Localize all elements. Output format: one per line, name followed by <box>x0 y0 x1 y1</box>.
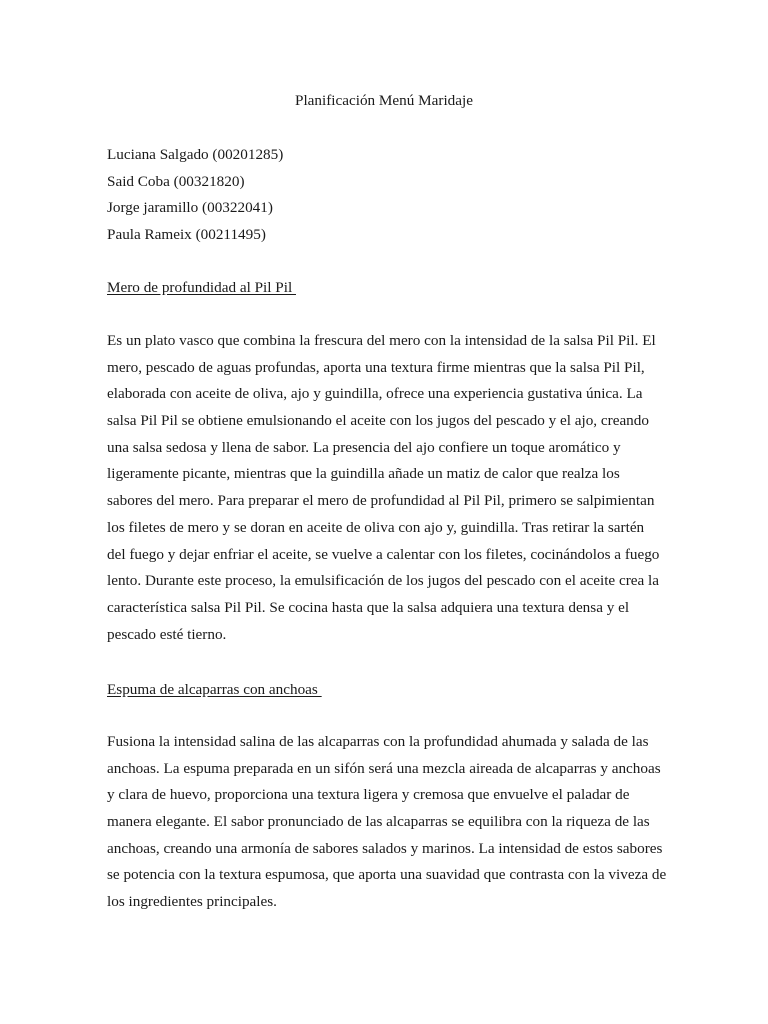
author-item: Luciana Salgado (00201285) <box>107 146 284 163</box>
paragraph-line: ligeramente picante, mientras que la guindilla añade un matiz de calor que realza los <box>107 465 620 483</box>
section-heading: Mero de profundidad al Pil Pil <box>107 279 296 296</box>
paragraph-line: Es un plato vasco que combina la frescura del mero con la intensidad de la salsa Pil Pil. El <box>107 332 656 349</box>
paragraph-line: Fusiona la intensidad salina de las alcaparras con la profundidad ahumada y salada de las <box>107 733 649 750</box>
paragraph-line: característica salsa Pil Pil. Se cocina hasta que la salsa adquiera una textura densa y el <box>107 598 630 616</box>
paragraph-line: pescado esté tierno. <box>107 625 227 643</box>
section-paragraph <box>107 328 667 648</box>
document-title: Planificación Menú Maridaje <box>295 92 473 109</box>
section-paragraph <box>107 729 667 916</box>
author-list <box>107 145 667 252</box>
section-heading: Espuma de alcaparras con anchoas <box>107 681 322 698</box>
author-item: Said Coba (00321820) <box>107 172 245 190</box>
paragraph-line: anchoas, creando una armonía de sabores salados y marinos. La intensidad de estos sabores <box>107 839 663 857</box>
paragraph-line: elaborada con aceite de oliva, ajo y guindilla, ofrece una experiencia gustativa única. La <box>107 385 643 403</box>
paragraph-line: los filetes de mero y se doran en aceite de oliva con ajo y, guindilla. Tras retirar la sartén <box>107 518 645 536</box>
paragraph-line: mero, pescado de aguas profundas, aporta una textura firme mientras que la salsa Pil Pil, <box>107 358 645 376</box>
paragraph-line: se potencia con la textura espumosa, que aporta una suavidad que contrasta con la viveza de <box>107 866 667 884</box>
author-item: Paula Rameix (00211495) <box>107 226 266 244</box>
paragraph-line: los ingredientes principales. <box>107 893 277 911</box>
author-item: Jorge jaramillo (00322041) <box>107 199 273 217</box>
paragraph-line: anchoas. La espuma preparada en un sifón será una mezcla aireada de alcaparras y anchoas <box>107 759 661 777</box>
paragraph-line: manera elegante. El sabor pronunciado de las alcaparras se equilibra con la riqueza de las <box>107 813 650 831</box>
paragraph-line: y clara de huevo, proporciona una textura ligera y cremosa que envuelve el paladar de <box>107 786 630 804</box>
paragraph-line: una salsa sedosa y llena de sabor. La presencia del ajo confiere un toque aromático y <box>107 438 621 456</box>
paragraph-line: sabores del mero. Para preparar el mero de profundidad al Pil Pil, primero se salpimientan <box>107 492 655 510</box>
paragraph-line: lento. Durante este proceso, la emulsificación de los jugos del pescado con el aceite crea la <box>107 572 660 590</box>
paragraph-line: salsa Pil Pil se obtiene emulsionando el aceite con los jugos del pescado y el ajo, creando <box>107 412 649 430</box>
paragraph-line: del fuego y dejar enfriar el aceite, se vuelve a calentar con los filetes, cocinándolos a fuego <box>107 545 660 563</box>
